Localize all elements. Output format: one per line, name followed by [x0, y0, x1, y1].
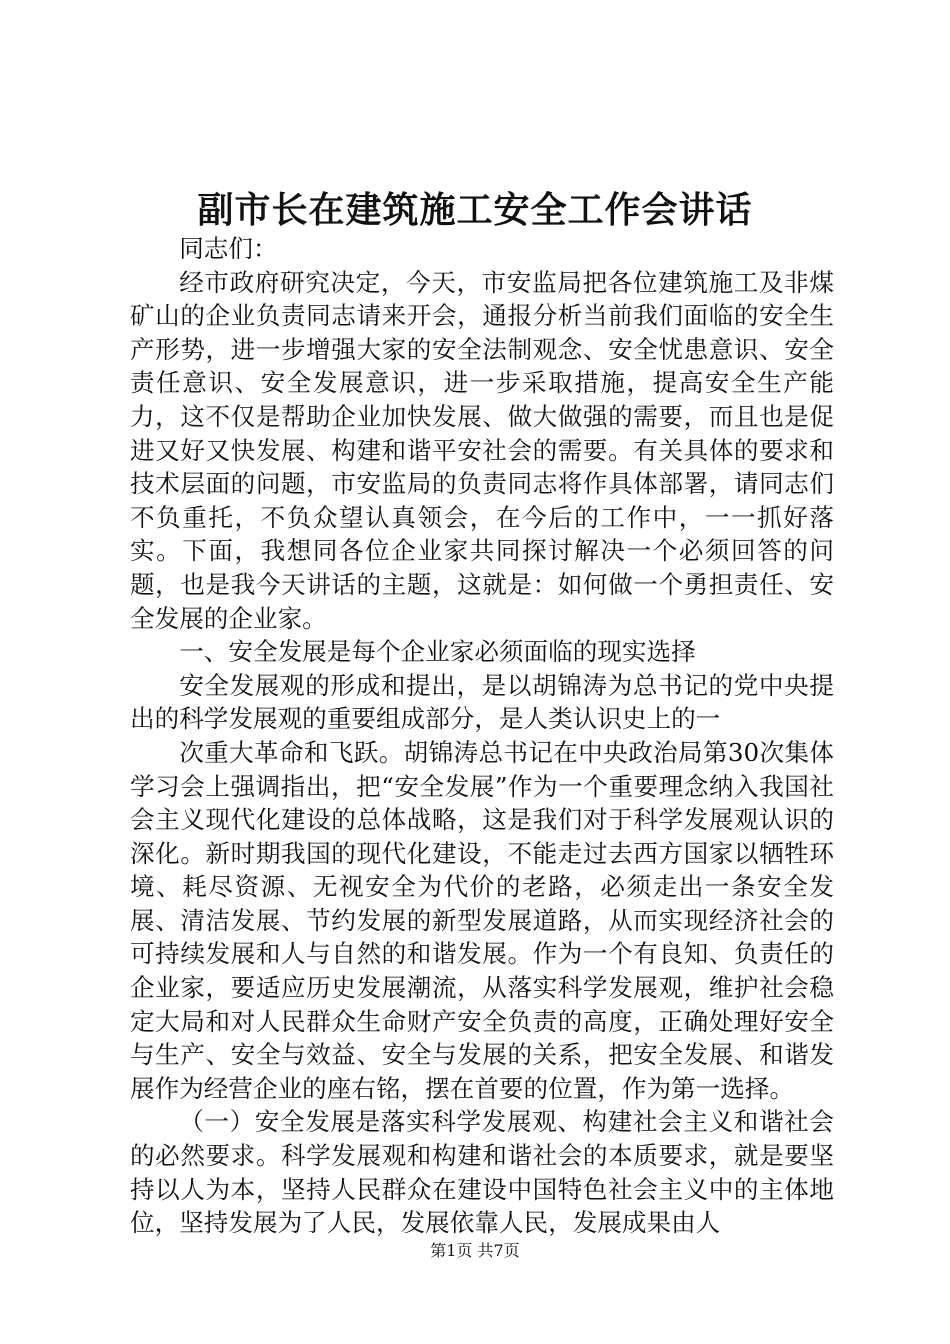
salutation-paragraph: 同志们： [179, 234, 278, 263]
subsection-paragraph: （一）安全发展是落实科学发展观、构建社会主义和谐社会的必然要求。科学发展观和构建和谐社会的本质要求，就是要坚持以人为本，坚持人民群众在建设中国特色社会主义中的主体地位，坚持发展为了人民，发展依靠人民，发展成果由人 [130, 1107, 834, 1238]
document-title: 副市长在建筑施工安全工作会讲话 [197, 189, 753, 231]
body-paragraph: 次重大革命和飞跃。胡锦涛总书记在中央政治局第30次集体学习会上强调指出，把“安全发展”作为一个重要理念纳入我国社会主义现代化建设的总体战略，这是我们对于科学发展观认识的深化。新时期我国的现代化建设，不能走过去西方国家以牺牲环境、耗尽资源、无视安全为代价的老路，必须走出一条安全发展、清洁发展、节约发展的新型发展道路，从而实现经济社会的可持续发展和人与自然的和谐发展。作为一个有良知、负责任的企业家，要适应历史发展潮流，从落实科学发展观，维护社会稳定大局和对人民群众生命财产安全负责的高度，正确处理好安全与生产、安全与效益、安全与发展的关系，把安全发展、和谐发展作为经营企业的座右铭，摆在首要的位置，作为第一选择。 [130, 737, 834, 1103]
document-body [130, 232, 834, 1240]
section-heading: 一、安全发展是每个企业家必须面临的现实选择 [179, 637, 696, 667]
page-footer: 第1页 共7页 [430, 1241, 520, 1260]
body-paragraph: 安全发展观的形成和提出，是以胡锦涛为总书记的党中央提出的科学发展观的重要组成部分，是人类认识史上的一 [130, 670, 834, 734]
intro-paragraph: 经市政府研究决定，今天，市安监局把各位建筑施工及非煤矿山的企业负责同志请来开会，通报分析当前我们面临的安全生产形势，进一步增强大家的安全法制观念、安全忧患意识、安全责任意识、安全发展意识，进一步采取措施，提高安全生产能力，这不仅是帮助企业加快发展、做大做强的需要，而且也是促进又好又快发展、构建和谐平安社会的需要。有关具体的要求和技术层面的问题，市安监局的负责同志将作具体部署，请同志们不负重托，不负众望认真领会，在今后的工作中，一一抓好落实。下面，我想同各位企业家共同探讨解决一个必须回答的问题，也是我今天讲话的主题，这就是：如何做一个勇担责任、安全发展的企业家。 [130, 267, 834, 633]
